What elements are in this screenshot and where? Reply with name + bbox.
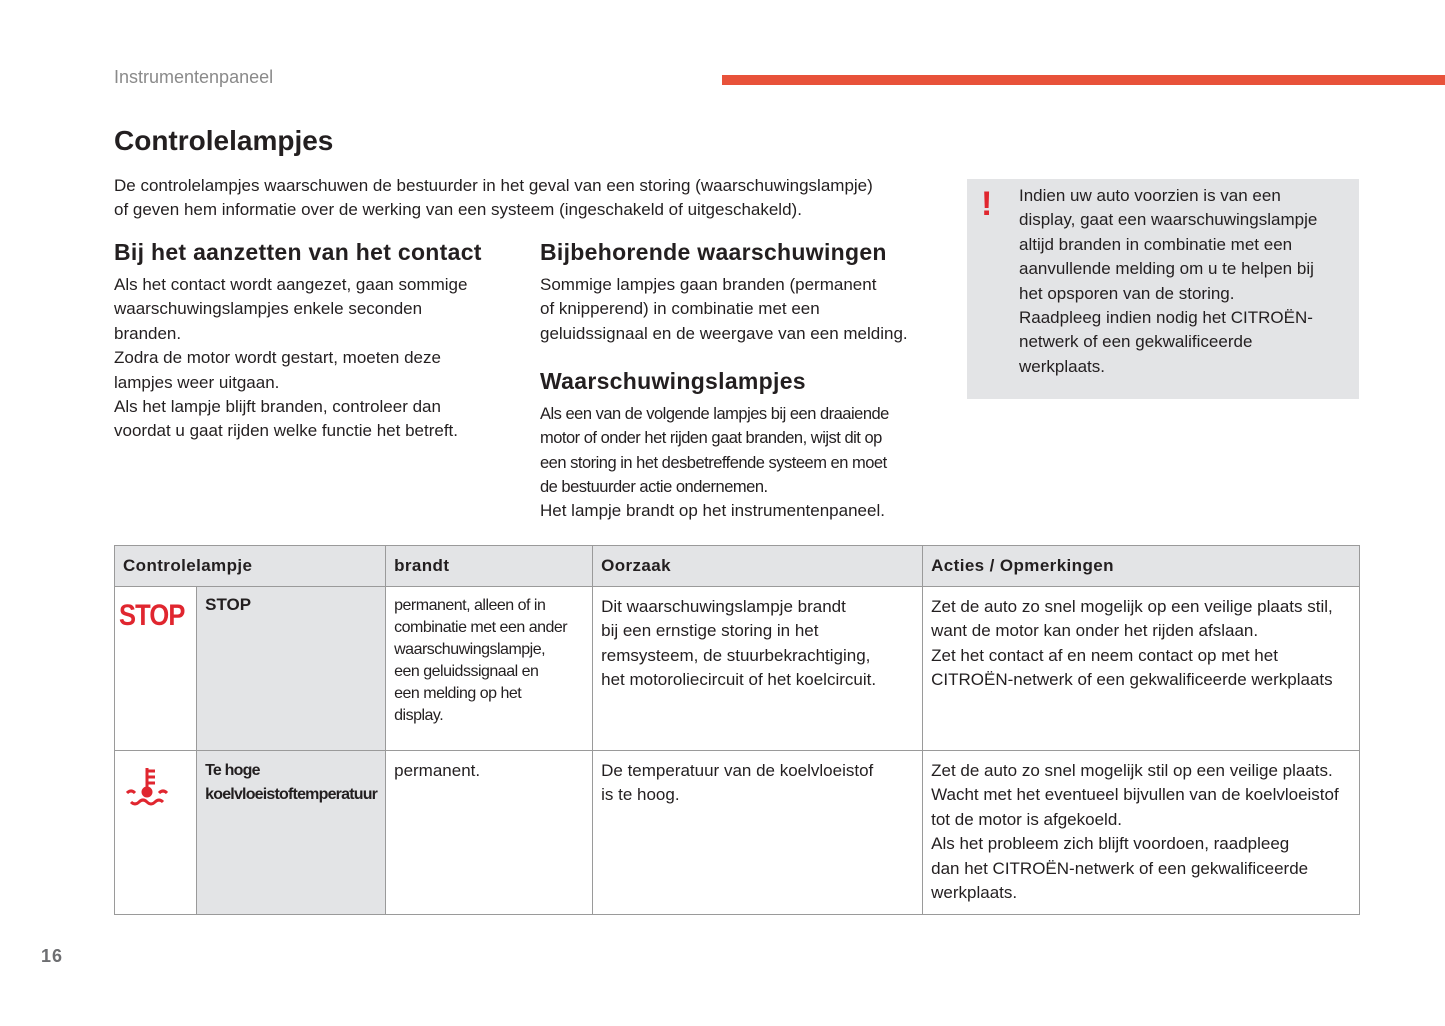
text-line: Te hoge [205,762,260,779]
note-box [967,179,1359,399]
exclamation-icon: ! [981,185,993,223]
stop-icon: STOP [115,587,197,751]
text-line: een storing in het desbetreffende systeem en moet [540,453,887,472]
text-line: De temperatuur van de koelvloeistof [601,761,874,780]
accent-bar [722,75,1445,85]
text-line: Als een van de volgende lampjes bij een draaiende [540,405,889,423]
brandt-cell [386,751,593,915]
table-row [115,587,1360,751]
text-line: permanent. [394,761,481,780]
text-line: waarschuwingslampjes enkele seconden [114,299,423,319]
text-line: of geven hem informatie over de werking van een systeem (ingeschakeld of uitgeschakeld). [114,200,802,220]
text-line: Wacht met het eventueel bijvullen van de koelvloeistof [931,785,1339,805]
table-row [115,751,1360,915]
oorzaak-cell [593,587,923,751]
left-text [114,273,467,444]
text-line: dan het CITROËN-netwerk of een gekwalificeerde [931,858,1309,878]
text-line: combinatie met een ander [394,619,568,636]
text-line: permanent, alleen of in [394,597,546,614]
text-line: Zet de auto zo snel mogelijk stil op een veilige plaats. [931,761,1333,780]
text-line: Zet het contact af en neem contact op met het [931,645,1278,665]
warning-lamps-table [114,545,1360,915]
coolant-temperature-icon [115,751,197,915]
text-line: koelvloeistoftemperatuur [205,786,378,804]
text-line: Dit waarschuwingslampje brandt [601,597,846,616]
text-line: Raadpleeg indien nodig het CITROËN- [1019,308,1313,328]
section-header: Instrumentenpaneel [114,67,274,87]
page-number: 16 [41,946,64,966]
acties-cell [923,587,1360,751]
col-controlelampje: Controlelampje [115,546,386,587]
lamp-name [197,587,386,751]
lamp-name [197,751,386,915]
text-line: waarschuwingslampje, [394,641,546,658]
text-line: of knipperend) in combinatie met een [540,299,820,319]
text-line: CITROËN-netwerk of een gekwalificeerde werkplaats [931,670,1333,690]
text-line: bij een ernstige storing in het [601,621,819,641]
acties-cell [923,751,1360,915]
note-text [1019,184,1317,379]
oorzaak-cell [593,751,923,915]
left-heading: Bij het aanzetten van het contact [114,239,482,265]
text-line: geluidssignaal en de weergave van een melding. [540,323,908,343]
col-acties: Acties / Opmerkingen [923,546,1360,587]
text-line: Sommige lampjes gaan branden (permanent [540,275,877,294]
text-line: tot de motor is afgekoeld. [931,809,1122,829]
text-line: Zodra de motor wordt gestart, moeten deze [114,348,441,368]
text-line: de bestuurder actie ondernemen. [540,478,768,497]
page-title: Controlelampjes [114,125,334,156]
text-line: werkplaats. [1019,356,1105,376]
intro-text [114,174,873,223]
text-line: STOP [205,595,252,614]
mid-heading: Bijbehorende waarschuwingen [540,239,887,265]
brandt-cell [386,587,593,751]
text-line: aanvullende melding om u te helpen bij [1019,259,1314,279]
mid-text-2 [540,402,889,500]
text-line: netwerk of een gekwalificeerde [1019,332,1253,352]
text-line: want de motor kan onder het rijden afslaan. [931,621,1259,641]
col-oorzaak: Oorzaak [593,546,923,587]
text-line: branden. [114,323,182,343]
text-line: werkplaats. [931,883,1018,903]
text-line: een melding op het [394,685,522,702]
mid-last-line: Het lampje brandt op het instrumentenpaneel. [540,501,885,520]
text-line: Indien uw auto voorzien is van een [1019,186,1281,205]
text-line: een geluidssignaal en [394,663,539,680]
text-line: display, gaat een waarschuwingslampje [1019,210,1318,230]
text-line: het motoroliecircuit of het koelcircuit. [601,670,877,690]
text-line: De controlelampjes waarschuwen de bestuurder in het geval van een storing (waarschuwingslampje) [114,176,873,195]
text-line: motor of onder het rijden gaat branden, wijst dit op [540,429,882,448]
text-line: het opsporen van de storing. [1019,283,1235,303]
text-line: is te hoog. [601,785,680,805]
mid-heading-2: Waarschuwingslampjes [540,368,806,394]
text-line: Als het probleem zich blijft voordoen, raadpleeg [931,834,1290,854]
text-line: remsysteem, de stuurbekrachtiging, [601,645,871,665]
text-line: lampjes weer uitgaan. [114,372,280,392]
text-line: voordat u gaat rijden welke functie het betreft. [114,421,458,441]
text-line: altijd branden in combinatie met een [1019,234,1293,254]
text-line: display. [394,707,444,724]
table-header-row [115,546,1360,587]
text-line: Zet de auto zo snel mogelijk op een veilige plaats stil, [931,597,1333,616]
col-brandt: brandt [386,546,593,587]
mid-text [540,273,908,346]
text-line: Als het lampje blijft branden, controleer dan [114,397,441,417]
text-line: Als het contact wordt aangezet, gaan sommige [114,275,468,294]
